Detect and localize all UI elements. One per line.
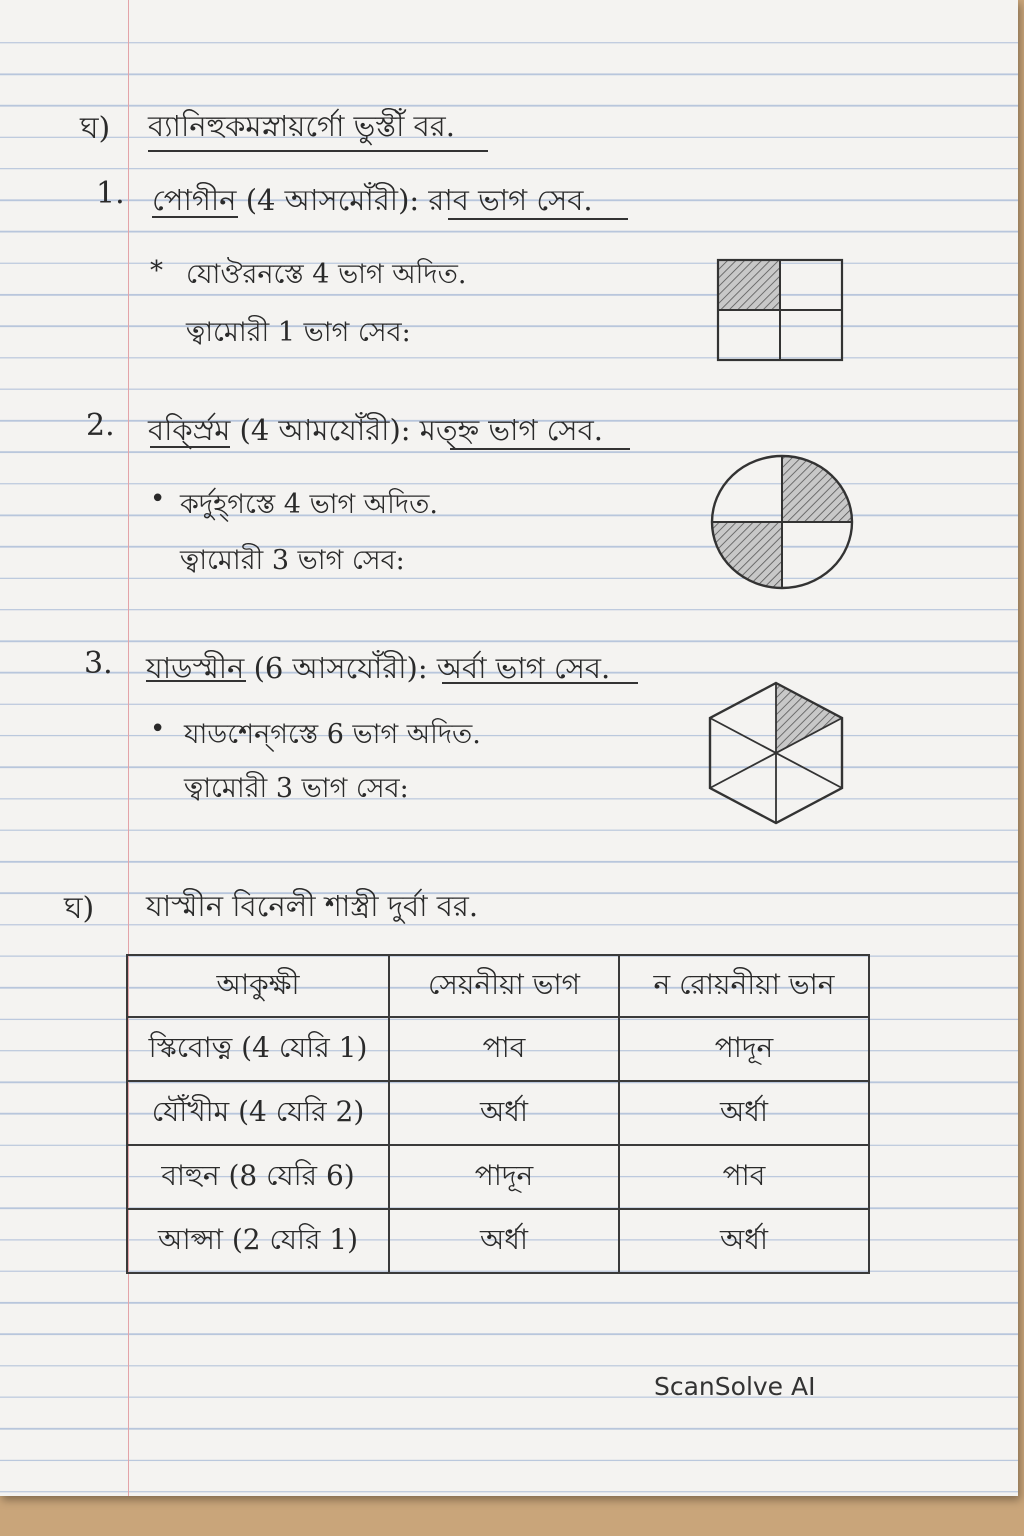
item-1-title: পোগীন (4 আসমোঁরী): রাব ভাগ সেব. (152, 183, 593, 217)
table-cell-shape: স্কিবোত্ন (4 যেরি 1) (127, 1017, 389, 1081)
item-3-name-underline (146, 680, 246, 682)
section-a-heading: ব্যানিহুকমস্নায়র্গো ভুস্তীঁ বর. (148, 109, 455, 143)
item-2-bullet: • (150, 484, 166, 514)
item-3-number: 3. (84, 646, 113, 681)
item-1-line1: যোঔরনস্তে 4 ভাগ অদিত. (186, 259, 467, 290)
item-3-answer-underline (442, 682, 638, 684)
square-icon (710, 252, 850, 368)
item-2-answer-underline (450, 448, 630, 450)
column-header-shape: আকুক্ষী (127, 955, 389, 1017)
item-1-name-underline (152, 216, 238, 218)
table-cell-unshaded: পাদূন (619, 1017, 869, 1081)
table-cell-shape: যৌঁখীম (4 যেরি 2) (127, 1081, 389, 1145)
item-3-line1: যাডশেন্গস্তে 6 ভাগ অদিত. (184, 719, 481, 750)
item-1-line2: ত্বামোরী 1 ভাগ সেব: (186, 317, 411, 348)
table-cell-unshaded: পাব (619, 1145, 869, 1209)
item-1-answer-underline (448, 218, 628, 220)
table-row (127, 1209, 869, 1273)
hexagon-icon (702, 678, 850, 828)
table-cell-shaded: অর্ধা (389, 1209, 619, 1273)
item-2-line1: কর্দুহ্গস্তে 4 ভাগ অদিত. (180, 489, 438, 520)
table-cell-unshaded: অর্ধা (619, 1081, 869, 1145)
circle-icon (706, 450, 858, 594)
item-2-name-underline (150, 446, 230, 448)
fraction-table (126, 954, 870, 1274)
table-cell-shaded: অর্ধা (389, 1081, 619, 1145)
section-b-heading: যাস্মীন বিনেলী শাস্ত্রী দুর্বা বর. (146, 889, 479, 923)
item-1-number: 1. (96, 176, 125, 211)
item-2-line2: ত্বামোরী 3 ভাগ সেব: (180, 545, 405, 576)
column-header-shaded: সেয়নীয়া ভাগ (389, 955, 619, 1017)
table-cell-shaded: পাব (389, 1017, 619, 1081)
table-cell-unshaded: অর্ধা (619, 1209, 869, 1273)
column-header-unshaded: ন রোয়নীয়া ভান (619, 955, 869, 1017)
item-3-title: যাডস্মীন (6 আসযোঁরী): অর্বা ভাগ সেব. (146, 651, 611, 685)
table-cell-shape: আপ্সা (2 যেরি 1) (127, 1209, 389, 1273)
table-row (127, 1017, 869, 1081)
item-2-number: 2. (86, 408, 115, 443)
item-2-title: বর্ক্স্রিম (4 আমযোঁরী): মত্হ্ন ভাগ সেব. (148, 413, 603, 447)
item-1-bullet: * (150, 256, 163, 286)
table-row (127, 1145, 869, 1209)
section-a-label: ঘ) (80, 111, 111, 146)
section-a-underline (148, 150, 488, 152)
table-cell-shaded: পাদূন (389, 1145, 619, 1209)
table-header-row (127, 955, 869, 1017)
scansolve-watermark: ScanSolve AI (654, 1372, 816, 1401)
table-row (127, 1081, 869, 1145)
table-cell-shape: বাহুন (8 যেরি 6) (127, 1145, 389, 1209)
section-b-label: ঘ) (64, 891, 95, 926)
item-3-line2: ত্বামোরী 3 ভাগ সেব: (184, 773, 409, 804)
item-3-bullet: • (150, 714, 166, 744)
